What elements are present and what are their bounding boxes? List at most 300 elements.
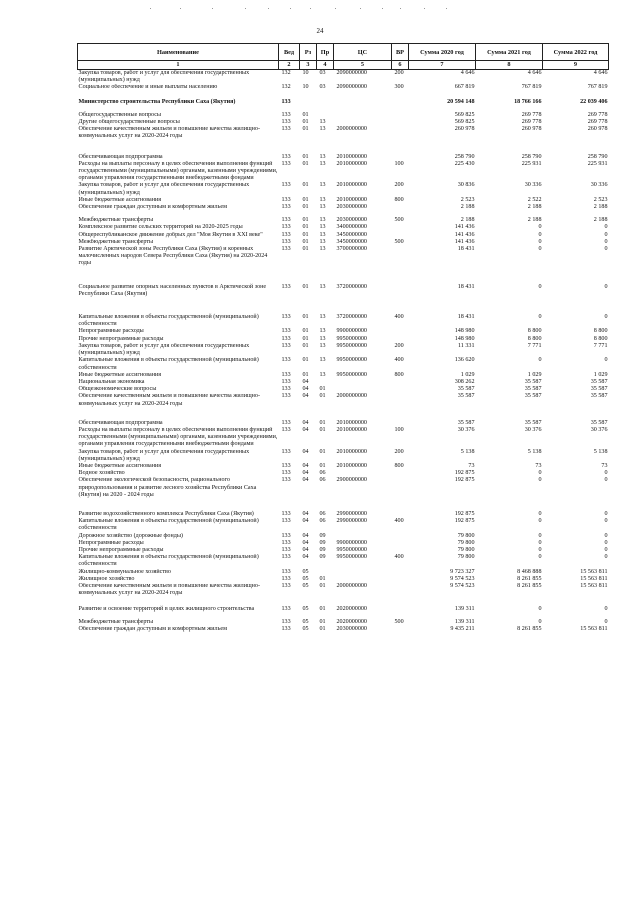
row-pr: 13 [319,231,326,238]
row-pr: 01 [319,462,326,469]
scan-artifact [150,8,450,11]
row-sum-2021: 35 587 [524,378,542,385]
row-pr: 13 [319,246,326,253]
table-row [78,379,609,386]
row-name: Развитие Арктической зоны Республики Саха (Якутия) и коренных малочисленных народов Севера Республики Саха (Якутия) на 2020-2024 годы [78,246,268,267]
row-ved: 133 [281,477,291,484]
row-rz: 01 [302,283,309,290]
row-name: Капитальные вложения в объекты государственной (муниципальной) собственности [78,554,259,568]
row-sum-2021: 73 [535,462,542,469]
row-pr: 01 [319,386,326,393]
row-sum-2021: 35 587 [524,386,542,393]
row-vr [392,106,409,119]
header-cs: ЦС [334,44,392,61]
row-sum-2021: 0 [538,246,542,253]
row-sum-2020: 9 574 523 [450,575,475,582]
row-cs: 9950000000 [336,342,367,349]
row-vr [392,597,409,613]
row-sum-2021: 0 [538,539,542,546]
row-ved: 133 [281,196,291,203]
row-sum-2020: 73 [468,462,475,469]
row-sum-2022: 73 [601,462,608,469]
row-sum-2020: 30 376 [457,426,475,433]
row-cs: 9900000000 [336,328,367,335]
budget-table [77,43,609,633]
row-vr: 100 [394,426,404,433]
row-pr: 09 [319,539,326,546]
row-sum-2020: 667 819 [454,84,475,91]
row-sum-2022: 0 [604,238,608,245]
table-row [78,518,609,532]
row-sum-2020: 136 620 [454,357,475,364]
row-sum-2021: 0 [538,546,542,553]
row-rz: 01 [302,314,309,321]
row-sum-2021: 1 029 [527,371,542,378]
table-row [78,239,609,246]
row-vr [392,569,409,576]
row-name: Межбюджетные трансферты [78,238,154,245]
row-sum-2022: 22 039 406 [580,98,608,105]
row-sum-2020: 148 980 [454,328,475,335]
row-sum-2022: 15 563 811 [580,582,608,589]
table-row [78,547,609,554]
table-row [78,576,609,583]
row-sum-2021: 0 [538,238,542,245]
table-row [78,161,609,183]
row-ved: 133 [281,625,291,632]
row-sum-2020: 192 875 [454,477,475,484]
row-vr [392,126,409,140]
row-sum-2021: 0 [538,554,542,561]
row-name: Закупка товаров, работ и услуг для обеспечения государственных (муниципальных) нужд [78,182,250,196]
row-rz: 04 [302,470,309,477]
row-cs: 2010000000 [336,462,367,469]
row-sum-2020: 141 436 [454,231,475,238]
table-row [78,427,609,449]
table-row [78,597,609,613]
table-row [78,386,609,393]
row-rz: 01 [302,371,309,378]
row-rz: 04 [302,426,309,433]
row-vr: 400 [394,314,404,321]
row-rz: 04 [302,510,309,517]
row-sum-2020: 569 825 [454,111,475,118]
row-name: Водное хозяйство [78,470,125,477]
row-sum-2020: 2 188 [460,204,475,211]
row-rz: 01 [302,246,309,253]
row-name: Комплексное развитие сельских территорий на 2020-2025 годы [78,224,243,231]
row-pr: 01 [319,582,326,589]
row-sum-2020: 30 836 [457,182,475,189]
column-number: 5 [334,61,392,70]
row-sum-2020: 139 311 [454,606,475,613]
row-name: Дорожное хозяйство (дорожные фонды) [78,532,183,539]
row-cs: 2030000000 [336,204,367,211]
table-row [78,106,609,119]
row-rz: 01 [302,182,309,189]
row-cs: 2020000000 [336,606,367,613]
row-ved: 133 [281,426,291,433]
row-sum-2021: 5 138 [527,448,542,455]
row-pr: 13 [319,196,326,203]
header-sum-2022: Сумма 2022 год [543,44,609,61]
row-vr [392,547,409,554]
row-vr [392,393,409,407]
row-name: Обеспечение экологической безопасности, рационального природопользования и развитие лесного хозяйства Республики Саха (Якутия) на 2020 - 2024 годы [78,477,257,498]
row-sum-2020: 308 262 [454,378,475,385]
row-vr: 200 [394,342,404,349]
row-sum-2020: 192 875 [454,518,475,525]
row-name: Капитальные вложения в объекты государственной (муниципальной) собственности [78,357,259,371]
row-sum-2020: 20 594 148 [447,98,475,105]
row-sum-2020: 258 790 [454,153,475,160]
row-pr: 13 [319,371,326,378]
row-ved: 133 [281,448,291,455]
header-sum-2021: Сумма 2021 год [476,44,543,61]
header-sum-2020: Сумма 2020 год [409,44,476,61]
table-row [78,408,609,427]
row-name: Обеспечивающая подпрограмма [78,153,163,160]
row-ved: 133 [281,470,291,477]
row-rz: 01 [302,204,309,211]
row-sum-2020: 79 800 [457,546,475,553]
row-ved: 133 [281,153,291,160]
row-rz: 01 [302,111,309,118]
row-ved: 133 [281,393,291,400]
row-name: Национальная экономика [78,378,145,385]
row-sum-2022: 15 563 811 [580,568,608,575]
row-sum-2022: 269 778 [587,111,608,118]
row-sum-2022: 260 978 [587,126,608,133]
row-cs: 2010000000 [336,448,367,455]
row-sum-2021: 0 [538,606,542,613]
row-ved: 133 [281,575,291,582]
column-number: 3 [300,61,317,70]
row-ved: 133 [281,539,291,546]
row-name: Жилищное хозяйство [78,575,135,582]
row-sum-2021: 0 [538,510,542,517]
row-sum-2020: 11 331 [457,342,475,349]
row-ved: 133 [281,119,291,126]
row-rz: 10 [302,84,309,91]
row-sum-2021: 260 978 [521,126,542,133]
row-vr [392,328,409,335]
row-name: Иные бюджетные ассигнования [78,462,162,469]
row-ved: 133 [281,462,291,469]
row-cs: 3450000000 [336,231,367,238]
row-name: Общереспубликанское движение добрых дел "Моя Якутия в XXI веке" [78,231,263,238]
row-ved: 133 [281,419,291,426]
row-name: Межбюджетные трансферты [78,217,154,224]
row-rz: 01 [302,328,309,335]
row-rz: 01 [302,357,309,364]
row-rz: 01 [302,153,309,160]
row-sum-2020: 141 436 [454,238,475,245]
row-sum-2022: 269 778 [587,119,608,126]
row-pr: 01 [319,448,326,455]
row-rz: 04 [302,546,309,553]
row-rz: 01 [302,217,309,224]
row-cs: 3720000000 [336,283,367,290]
row-pr: 13 [319,328,326,335]
row-pr: 13 [319,342,326,349]
row-cs: 2030000000 [336,625,367,632]
row-ved: 133 [281,510,291,517]
row-ved: 133 [281,582,291,589]
row-name: Жилищно-коммунальное хозяйство [78,568,171,575]
row-pr: 03 [319,70,326,76]
row-pr: 13 [319,204,326,211]
table-row [78,224,609,231]
row-sum-2022: 0 [604,357,608,364]
table-header [78,44,609,70]
row-sum-2021: 8 800 [527,335,542,342]
row-cs: 2990000000 [336,518,367,525]
table-row [78,554,609,568]
row-ved: 133 [281,546,291,553]
row-cs: 3720000000 [336,314,367,321]
row-cs [334,533,392,540]
table-row [78,463,609,470]
row-sum-2021: 8 261 855 [517,625,542,632]
row-sum-2021: 8 261 855 [517,582,542,589]
row-sum-2021: 30 336 [524,182,542,189]
row-ved: 133 [281,532,291,539]
row-rz: 04 [302,462,309,469]
row-cs: 3450000000 [336,238,367,245]
row-ved: 133 [281,111,291,118]
row-sum-2021: 18 766 166 [514,98,542,105]
row-cs [334,386,392,393]
row-name: Другие общегосударственные вопросы [78,119,180,126]
row-sum-2020: 148 980 [454,335,475,342]
row-pr: 06 [319,518,326,525]
row-vr: 300 [394,84,404,91]
row-ved: 133 [281,314,291,321]
row-name: Иные бюджетные ассигнования [78,371,162,378]
row-sum-2022: 0 [604,231,608,238]
row-name: Прочие непрограммные расходы [78,546,164,553]
row-ved: 133 [281,357,291,364]
row-pr: 13 [319,314,326,321]
row-vr: 200 [394,448,404,455]
row-sum-2022: 258 790 [587,153,608,160]
row-ved: 133 [281,328,291,335]
row-sum-2021: 0 [538,314,542,321]
row-pr: 13 [319,119,326,126]
row-ved: 133 [281,182,291,189]
table-row [78,336,609,343]
column-number-row [78,61,609,70]
row-rz: 04 [302,539,309,546]
row-name: Закупка товаров, работ и услуг для обеспечения государственных (муниципальных) нужд [78,70,250,84]
row-ved: 133 [281,126,291,133]
row-cs: 9900000000 [336,539,367,546]
table-row [78,298,609,328]
row-vr [392,204,409,211]
row-sum-2020: 9 723 327 [450,568,475,575]
row-rz: 01 [302,196,309,203]
row-sum-2021: 0 [538,618,542,625]
row-sum-2022: 0 [604,606,608,613]
row-name: Расходы на выплаты персоналу в целях обеспечения выполнения функций государственными (муниципальными) органами, казенными учреждениями, органами управления государственными внебюджетными фондами [78,160,278,182]
row-sum-2022: 0 [604,539,608,546]
row-rz: 04 [302,393,309,400]
row-vr [392,224,409,231]
table-row [78,357,609,371]
row-pr [317,106,334,119]
row-rz: 01 [302,126,309,133]
row-rz: 05 [302,625,309,632]
row-cs [334,379,392,386]
row-cs: 2000000000 [336,582,367,589]
row-sum-2020: 35 587 [457,419,475,426]
row-vr: 800 [394,196,404,203]
header-name: Наименование [78,44,279,61]
table-row [78,569,609,576]
row-sum-2021: 8 261 855 [517,575,542,582]
row-name: Расходы на выплаты персоналу в целях обеспечения выполнения функций государственными (муниципальными) органами, казенными учреждениями, органами управления государственными внебюджетными фондами [78,426,278,448]
row-cs [334,576,392,583]
table-row [78,232,609,239]
row-cs: 2000000000 [336,126,367,133]
table-row [78,499,609,518]
row-sum-2020: 79 800 [457,532,475,539]
row-name: Развитие водохозяйственного комплекса Республики Саха (Якутия) [78,510,254,517]
row-sum-2022: 35 587 [590,393,608,400]
row-name: Обеспечение качественным жильем и повышение качества жилищно-коммунальных услуг на 2020-2024 годы [78,393,261,407]
row-sum-2022: 30 376 [590,426,608,433]
row-vr: 500 [394,217,404,224]
row-sum-2021: 0 [538,532,542,539]
row-cs: 2030000000 [336,217,367,224]
row-name: Закупка товаров, работ и услуг для обеспечения государственных (муниципальных) нужд [78,342,250,357]
row-sum-2021: 30 376 [524,426,542,433]
table-row [78,70,609,85]
row-pr: 13 [319,126,326,133]
row-vr [392,232,409,239]
table-row [78,614,609,626]
row-ved: 133 [281,335,291,342]
row-ved: 133 [281,283,291,290]
row-sum-2022: 0 [604,532,608,539]
row-cs: 3400000000 [336,224,367,231]
row-name: Обеспечение качественным жильем и повышение качества жилищно-коммунальных услуг на 2020-2024 годы [78,126,261,140]
row-cs: 2010000000 [336,426,367,433]
header-rz: Рз [300,44,317,61]
row-name: Социальное обеспечение и иные выплаты населению [78,84,218,91]
row-sum-2022: 0 [604,510,608,517]
row-sum-2021: 0 [538,518,542,525]
row-pr: 13 [319,335,326,342]
row-rz: 04 [302,419,309,426]
row-sum-2022: 225 931 [587,160,608,167]
row-ved: 133 [281,217,291,224]
row-sum-2021: 8 800 [527,328,542,335]
row-pr: 09 [319,532,326,539]
row-sum-2022: 2 523 [593,196,608,203]
row-cs: 2010000000 [336,160,367,167]
row-pr: 09 [319,546,326,553]
row-sum-2022: 35 587 [590,386,608,393]
row-sum-2021: 767 819 [521,84,542,91]
row-pr: 13 [319,153,326,160]
row-sum-2020: 139 311 [454,618,475,625]
row-vr [392,576,409,583]
table-row [78,449,609,463]
row-sum-2021: 0 [538,283,542,290]
row-name: Обеспечивающая подпрограмма [78,419,163,426]
table-row [78,393,609,407]
row-sum-2020: 35 587 [457,386,475,393]
row-vr [392,268,409,298]
row-sum-2022: 0 [604,546,608,553]
row-pr: 01 [319,575,326,582]
row-vr: 400 [394,518,404,525]
row-vr: 800 [394,371,404,378]
row-name: Иные бюджетные ассигнования [78,196,162,203]
row-ved: 133 [281,568,291,575]
row-pr [317,92,334,106]
row-ved: 133 [281,386,291,393]
row-name: Прочие непрограммные расходы [78,335,164,342]
table-row [78,204,609,211]
row-vr [392,379,409,386]
row-rz: 01 [302,342,309,349]
row-pr: 13 [319,217,326,224]
row-rz: 05 [302,606,309,613]
row-vr: 100 [394,160,404,167]
row-vr [392,540,409,547]
row-rz: 04 [302,518,309,525]
row-name: Обеспечение граждан доступным и комфортным жильем [78,204,227,211]
table-row [78,119,609,126]
table-row [78,268,609,298]
row-pr: 06 [319,470,326,477]
row-ved: 133 [281,618,291,625]
row-sum-2022: 0 [604,477,608,484]
table-row [78,84,609,91]
row-cs: 9950000000 [336,335,367,342]
row-sum-2022: 2 188 [593,204,608,211]
row-sum-2022: 15 563 811 [580,625,608,632]
row-pr: 13 [319,283,326,290]
row-cs: 3700000000 [336,246,367,253]
row-rz: 04 [302,386,309,393]
row-sum-2022: 0 [604,518,608,525]
row-vr [392,470,409,477]
row-sum-2021: 35 587 [524,393,542,400]
table-row [78,211,609,224]
row-cs: 2010000000 [336,153,367,160]
row-cs: 2090000000 [336,84,367,91]
row-sum-2020: 18 431 [457,314,475,321]
row-vr [392,246,409,268]
row-sum-2022: 35 587 [590,419,608,426]
row-sum-2020: 260 978 [454,126,475,133]
row-rz: 01 [302,238,309,245]
row-sum-2022: 0 [604,554,608,561]
row-vr [392,408,409,427]
row-name: Общеэкономические вопросы [78,386,157,393]
row-cs: 9950000000 [336,371,367,378]
row-rz: 04 [302,554,309,561]
row-cs [334,470,392,477]
row-vr: 800 [394,462,404,469]
page-number: 24 [316,27,324,35]
row-name: Непрограммные расходы [78,328,144,335]
row-pr: 01 [319,618,326,625]
